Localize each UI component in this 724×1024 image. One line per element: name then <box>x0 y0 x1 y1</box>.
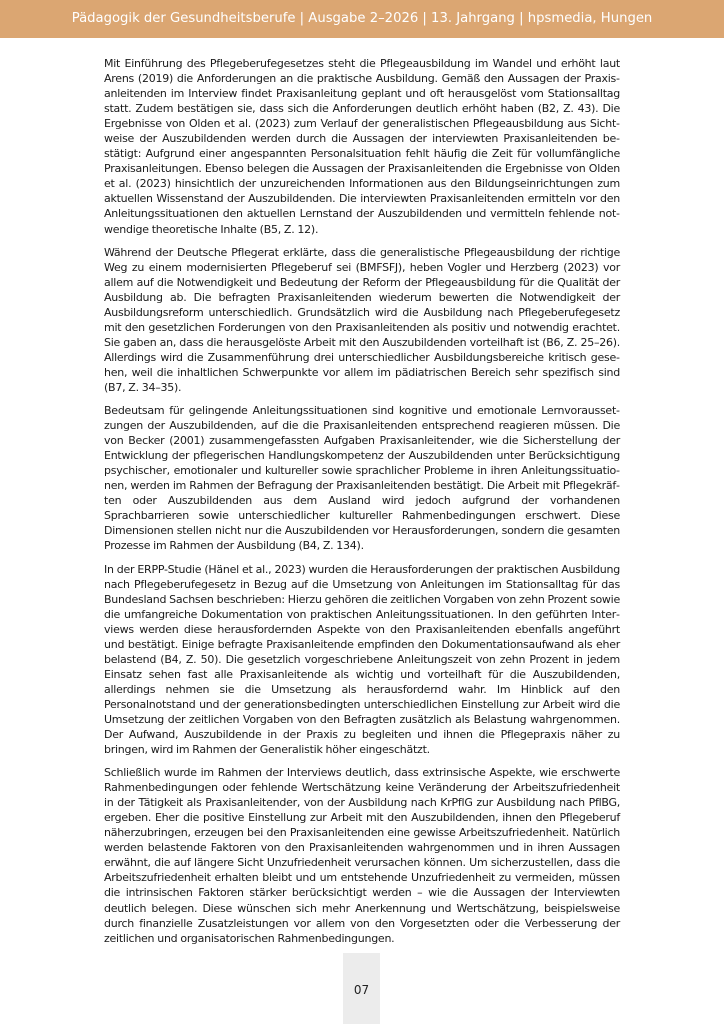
body-paragraph: Während der Deutsche Pflegerat erklärte, dass die generalistische Pflegeausbildung der richtige Weg zu einem modernisierten Pflegeberuf sei (BMFSFJ), heben Vogler und Herzberg (2023) vor allem auf die Notwendigkeit und Bedeutung der Reform der Pflegeausbildung für die Qualität der Ausbildung ab. Die befragten Praxisanleitenden wiederum bewerten die Notwendigkeit der Ausbildungsreform unterschiedlich. Grundsätzlich wird die Ausbildung nach Pflegeberufegesetz mit den gesetzlichen Forderungen von den Praxisanleitenden als positiv und notwendig erachtet. Sie gaben an, dass die herausgelöste Arbeit mit den Auszubildenden vorteilhaft ist (B6, Z. 25–26). Allerdings wird die Zusammenführung drei unterschiedlicher Ausbildungsbereiche kritisch gesehen, weil die inhaltlichen Schwerpunkte vor allem im pädiatrischen Bereich sehr spezifisch sind (B7, Z. 34–35). <box>104 245 620 394</box>
running-header <box>0 0 724 38</box>
body-paragraph: Bedeutsam für gelingende Anleitungssituationen sind kognitive und emotionale Lernvoraussetzungen der Auszubildenden, auf die die Praxisanleitenden entsprechend reagieren müssen. Die von Becker (2001) zusammengefassten Aufgaben Praxisanleitender, wie die Sicherstellung der Entwicklung der pflegerischen Handlungskompetenz der Auszubildenden unter Berücksichtigung psychischer, emotionaler und kultureller sowie sprachlicher Probleme in ihren Anleitungssituationen, werden im Rahmen der Befragung der Praxisanleitenden bestätigt. Die Arbeit mit Pflegekräften oder Auszubildenden aus dem Ausland wird jedoch aufgrund der vorhandenen Sprachbarrieren sowie unterschiedlicher kultureller Rahmenbedingungen erschwert. Diese Dimensionen stellen nicht nur die Auszubildenden vor Herausforderungen, sondern die gesamten Prozesse im Rahmen der Ausbildung (B4, Z. 134). <box>104 404 620 553</box>
article-body <box>104 56 620 954</box>
page-number: 07 <box>353 983 370 997</box>
running-header-title: Pädagogik der Gesundheitsberufe | Ausgabe 2–2026 | 13. Jahrgang | hpsmedia, Hungen <box>71 11 653 26</box>
body-paragraph: Mit Einführung des Pflegeberufegesetzes steht die Pflegeausbildung im Wandel und erhöht laut Arens (2019) die Anforderungen an die praktische Ausbildung. Gemäß den Aussagen der Praxisanleitenden im Interview findet Praxisanleitung geplant und oft herausgelöst vom Stationsalltag statt. Zudem bestätigen sie, dass sich die Anforderungen deutlich erhöht haben (B2, Z. 43). Die Ergebnisse von Olden et al. (2023) zum Verlauf der generalistischen Pflegeausbildung aus Sichtweise der Auszubildenden werden durch die Aussagen der interviewten Praxisanleitenden bestätigt: Aufgrund einer angespannten Personalsituation fehlt häufig die Zeit für vollumfängliche Praxisanleitungen. Ebenso belegen die Aussagen der Praxisanleitenden die Ergebnisse von Olden et al. (2023) hinsichtlich der unzureichenden Informationen aus den Bildungseinrichtungen zum aktuellen Wissenstand der Auszubildenden. Die interviewten Praxisanleitenden ermitteln vor den Anleitungssituationen den aktuellen Lernstand der Auszubildenden und vermitteln fehlende notwendige theoretische Inhalte (B5, Z. 12). <box>104 57 620 236</box>
page-number-tab <box>343 953 380 1024</box>
body-paragraph: Schließlich wurde im Rahmen der Interviews deutlich, dass extrinsische Aspekte, wie erschwerte Rahmenbedingungen oder fehlende Wertschätzung keine Veränderung der Arbeitszufriedenheit in der Tätigkeit als Praxisanleitender, von der Ausbildung nach KrPflG zur Ausbildung nach PflBG, ergeben. Eher die positive Einstellung zur Arbeit mit den Auszubildenden, ihnen den Pflegeberuf näherzubringen, erzeugen bei den Praxisanleitenden eine gewisse Arbeitszufriedenheit. Natürlich werden belastende Faktoren von den Praxisanleitenden wahrgenommen und in ihren Aussagen erwähnt, die auf längere Sicht Unzufriedenheit verursachen können. Um sicherzustellen, dass die Arbeitszufriedenheit erhalten bleibt und um entstehende Unzufriedenheit zu vermeiden, müssen die intrinsischen Faktoren stärker berücksichtigt werden – wie die Aussagen der Interviewten deutlich belegen. Diese wünschen sich mehr Anerkennung und Wertschätzung, beispielsweise durch finanzielle Zusatzleistungen vor allem von den Vorgesetzten oder die Verbesserung der zeitlichen und organisatorischen Rahmenbedingungen. <box>104 766 620 945</box>
body-paragraph: In der ERPP-Studie (Hänel et al., 2023) wurden die Herausforderungen der praktischen Ausbildung nach Pflegeberufegesetz in Bezug auf die Umsetzung von Anleitungen im Stationsalltag für das Bundesland Sachsen beschrieben: Hierzu gehören die zeitlichen Vorgaben von zehn Prozent sowie die umfangreiche Dokumentation von praktischen Anleitungssituationen. In den geführten Interviews werden diese herausfordernden Aspekte von den Praxisanleitenden ebenfalls angeführt und bestätigt. Einige befragte Praxisanleitende empfinden den Dokumentationsaufwand als eher belastend (B4, Z. 50). Die gesetzlich vorgeschriebene Anleitungszeit von zehn Prozent in jedem Einsatz sehen fast alle Praxisanleitende als wichtig und vorteilhaft für die Auszubildenden, allerdings nehmen sie die Umsetzung als herausfordernd wahr. Im Hinblick auf den Personalnotstand und der generationsbedingten unterschiedlichen Einstellung zur Arbeit wird die Umsetzung der zeitlichen Vorgaben von den Befragten zusätzlich als Belastung wahrgenommen. Der Aufwand, Auszubildende in der Praxis zu begleiten und ihnen die Pflegepraxis näher zu bringen, wird im Rahmen der Generalistik höher eingeschätzt. <box>104 562 620 757</box>
